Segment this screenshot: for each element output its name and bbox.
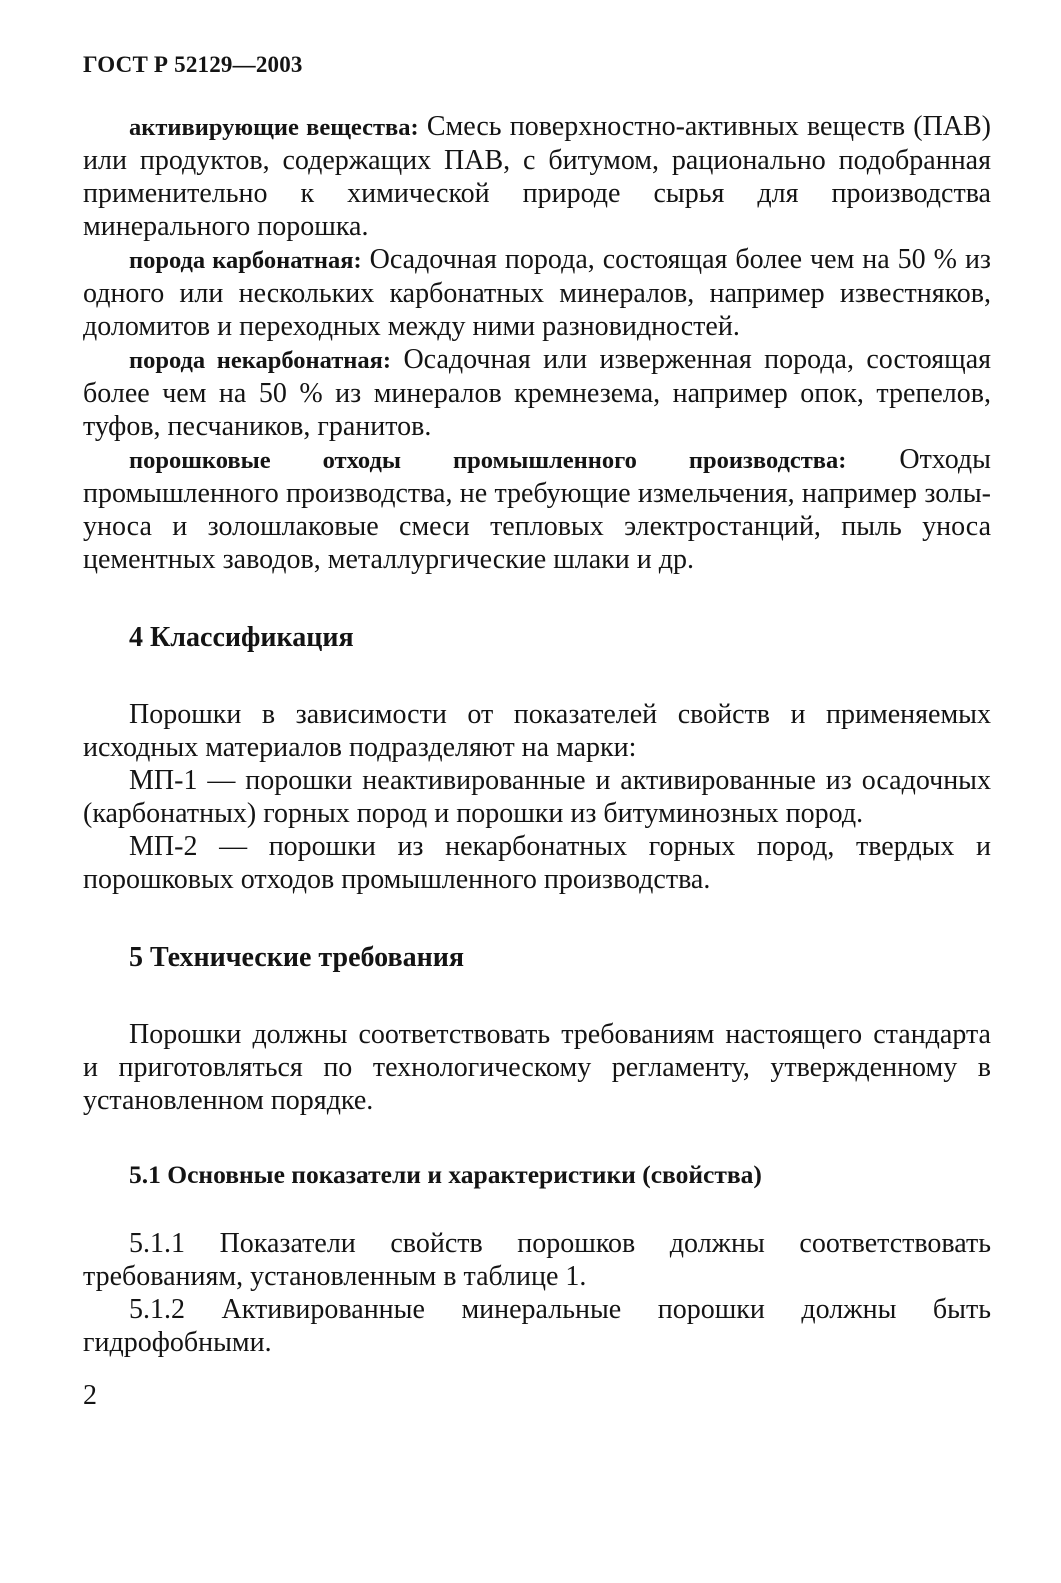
definition-text: Осадочная или изверженная порода, состоящая более чем на 50 % из минералов кремнезема, например опок, трепелов, туфов, песчаников, гранитов.: [83, 344, 991, 442]
definition-paragraph: [83, 343, 991, 443]
standard-header: ГОСТ Р 52129—2003: [83, 52, 303, 77]
document-body: [83, 110, 991, 1359]
clause-5-1-2: 5.1.2 Активированные минеральные порошки должны быть гидрофобными.: [83, 1294, 991, 1358]
definition-term: порошковые отходы промышленного производства:: [129, 447, 847, 474]
classification-grade-mp1: МП-1 — порошки неактивированные и активированные из осадочных (карбонатных) горных пород и порошки из битуминозных пород.: [83, 765, 991, 829]
section-heading-technical-requirements: 5 Технические требования: [129, 942, 464, 973]
definition-paragraph: [83, 110, 991, 243]
definition-paragraph: [83, 443, 991, 576]
definition-term: порода некарбонатная:: [129, 347, 392, 374]
classification-grade-mp2: МП-2 — порошки из некарбонатных горных пород, твердых и порошковых отходов промышленного производства.: [83, 831, 991, 895]
subsection-heading-main-indicators: 5.1 Основные показатели и характеристики (свойства): [129, 1160, 762, 1189]
definition-text: Осадочная порода, состоящая более чем на 50 % из одного или нескольких карбонатных минералов, например известняков, доломитов и переходных между ними разновидностей.: [83, 244, 991, 342]
page-number: 2: [83, 1380, 97, 1411]
definition-text: Отходы промышленного производства, не требующие измельчения, например золы-уноса и золошлаковые смеси тепловых электростанций, пыль уноса цементных заводов, металлургические шлаки и др.: [83, 444, 991, 575]
definition-paragraph: [83, 243, 991, 343]
requirements-paragraph: Порошки должны соответствовать требованиям настоящего стандарта и приготовляться по технологическому регламенту, утвержденному в установленном порядке.: [83, 1019, 991, 1116]
section-heading-classification: 4 Классификация: [129, 622, 354, 653]
definition-term: активирующие вещества:: [129, 114, 419, 141]
clause-5-1-1: 5.1.1 Показатели свойств порошков должны соответствовать требованиям, установленным в таблице 1.: [83, 1228, 991, 1292]
classification-paragraph: Порошки в зависимости от показателей свойств и применяемых исходных материалов подразделяют на марки:: [83, 699, 991, 763]
definition-text: Смесь поверхностно-активных веществ (ПАВ) или продуктов, содержащих ПАВ, с битумом, рационально подобранная применительно к химической природе сырья для производства минерального порошка.: [83, 111, 992, 242]
definition-term: порода карбонатная:: [129, 247, 362, 274]
